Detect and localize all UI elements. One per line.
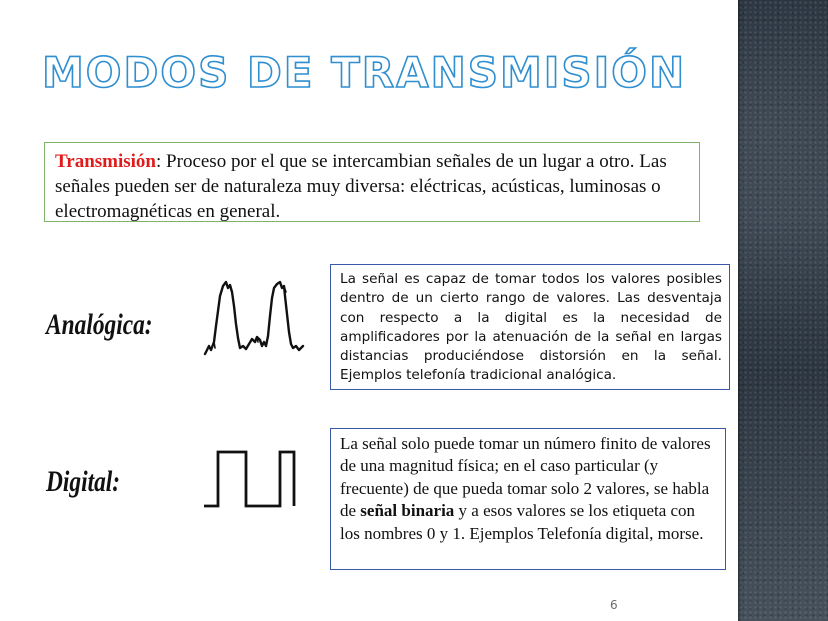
binary-signal-term: señal binaria: [360, 501, 455, 521]
analog-label: Analógica:: [46, 308, 153, 341]
analog-wave-icon: [200, 276, 310, 362]
definition-term: Transmisión: [55, 151, 157, 172]
slide-title: MODOS DE TRANSMISIÓN: [42, 48, 687, 97]
decorative-side-band: [738, 0, 828, 621]
digital-description-text: La señal solo puede tomar un número finito de valores de una magnitud física; en el caso particular (y frecuente) de que pueda tomar solo 2 valores, se habla de: [340, 434, 711, 521]
digital-label: Digital:: [46, 465, 121, 498]
digital-description-text-end: y a esos valores se los etiqueta con los nombres 0 y 1. Ejemplos Telefonía digital, morse.: [340, 501, 704, 543]
definition-colon: :: [156, 151, 162, 172]
definition-text: Proceso por el que se intercambian señales de un lugar a otro. Las señales pueden ser de naturaleza muy diversa: eléctricas, acústicas, luminosas o electromagnéticas en general.: [55, 151, 667, 222]
definition-box: [44, 142, 700, 222]
digital-description-box: [330, 428, 726, 570]
square-wave-icon: [200, 446, 305, 512]
analog-description-box: La señal es capaz de tomar todos los valores posibles dentro de un cierto rango de valores. Las desventaja con respecto a la digital es la necesidad de amplificadores por la atenuación de la señal en largas distancias produciéndose distorsión en la señal. Ejemplos telefonía tradicional analógica.: [330, 264, 730, 390]
page-number: 6: [610, 598, 618, 612]
